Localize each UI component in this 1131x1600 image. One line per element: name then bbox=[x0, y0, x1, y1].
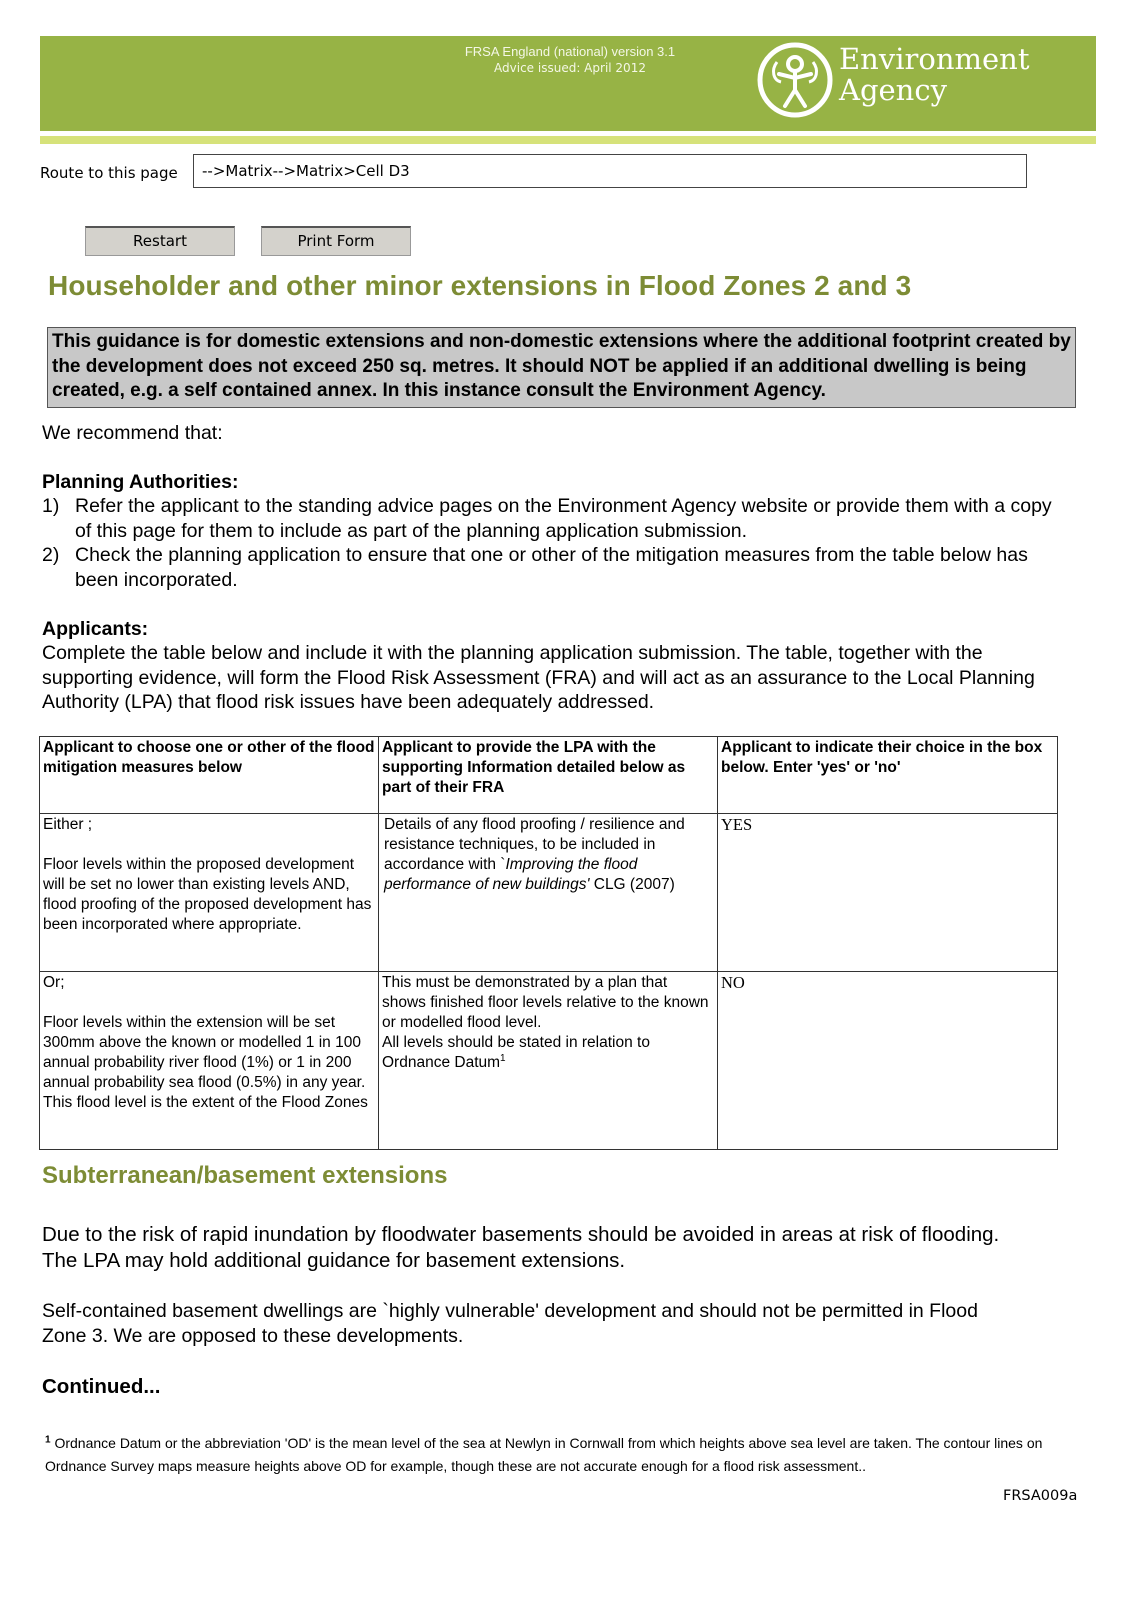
list-number: 1) bbox=[42, 495, 60, 517]
info-text: This must be demonstrated by a plan that shows finished floor levels relative to the known or modelled flood level. bbox=[382, 974, 709, 1031]
table-header-cell: Applicant to provide the LPA with the supporting Information detailed below as part of their FRA bbox=[379, 737, 718, 814]
tree-figure-icon bbox=[755, 40, 835, 120]
route-field[interactable]: -->Matrix-->Matrix>Cell D3 bbox=[193, 154, 1027, 188]
document-code: FRSA009a bbox=[1003, 1488, 1078, 1504]
option-lead: Either ; bbox=[43, 816, 93, 833]
measure-text: Floor levels within the extension will be set 300mm above the known or modelled 1 in 100 annual probability river flood (1%) or 1 in 200 annual probability sea flood (0.5%) in any year. This flood level is the extent of the Flood Zones bbox=[43, 1014, 368, 1111]
table-row bbox=[40, 814, 1058, 972]
issued-date: Advice issued: April 2012 bbox=[494, 61, 646, 75]
info-text: All levels should be stated in relation to Ordnance Datum bbox=[382, 1034, 650, 1071]
logo-text bbox=[839, 44, 1030, 106]
environment-agency-logo bbox=[755, 38, 1045, 122]
table-header-cell: Applicant to choose one or other of the flood mitigation measures below bbox=[40, 737, 379, 814]
logo-line-1: Environment bbox=[839, 42, 1030, 76]
list-text: Check the planning application to ensure that one or other of the mitigation measures from the table below has been incorporated. bbox=[75, 544, 1028, 591]
mitigation-table bbox=[39, 736, 1058, 1150]
version-info bbox=[370, 44, 770, 76]
version-text: FRSA England (national) version 3.1 bbox=[464, 44, 676, 59]
info-cell bbox=[379, 814, 718, 972]
basement-para-2: Self-contained basement dwellings are `highly vulnerable' development and should not be permitted in Flood Zone 3. We are opposed to these developments. bbox=[42, 1300, 978, 1347]
measure-cell bbox=[40, 972, 379, 1150]
logo-line-2: Agency bbox=[839, 73, 947, 107]
planning-heading: Planning Authorities: bbox=[42, 471, 239, 493]
option-lead: Or; bbox=[43, 974, 65, 991]
info-cell bbox=[379, 972, 718, 1150]
guidance-notice: This guidance is for domestic extensions and non-domestic extensions where the additional footprint created by the development does not exceed 250 sq. metres. It should NOT be applied if an additional dwelling is being created, e.g. a self contained annex. In this instance consult the Environment Agency. bbox=[47, 327, 1076, 408]
info-text: Details of any flood proofing / resilience and resistance techniques, to be included in accordance with ` bbox=[384, 816, 685, 873]
print-form-button[interactable]: Print Form bbox=[261, 226, 411, 256]
basement-heading: Subterranean/basement extensions bbox=[42, 1162, 448, 1189]
info-text-end: CLG (2007) bbox=[589, 876, 675, 893]
table-header-cell: Applicant to indicate their choice in the box below. Enter 'yes' or 'no' bbox=[718, 737, 1058, 814]
choice-input-yes[interactable]: YES bbox=[718, 814, 1058, 972]
continued-text: Continued... bbox=[42, 1375, 161, 1398]
applicants-heading: Applicants: bbox=[42, 618, 149, 640]
page-title: Householder and other minor extensions in Flood Zones 2 and 3 bbox=[48, 270, 912, 301]
route-label: Route to this page bbox=[40, 164, 178, 182]
footnote-marker: 1 bbox=[45, 1434, 51, 1446]
basement-para-1: Due to the risk of rapid inundation by floodwater basements should be avoided in areas at risk of flooding. The LPA may hold additional guidance for basement extensions. bbox=[42, 1223, 1000, 1272]
footnote-text: Ordnance Datum or the abbreviation 'OD' is the mean level of the sea at Newlyn in Cornwall from which heights above sea level are taken. The contour lines on Ordnance Survey maps measure heights above OD for example, though these are not accurate enough for a flood risk assessment.. bbox=[45, 1435, 1043, 1474]
choice-input-no[interactable]: NO bbox=[718, 972, 1058, 1150]
table-row bbox=[40, 972, 1058, 1150]
list-text: Refer the applicant to the standing advice pages on the Environment Agency website or provide them with a copy of this page for them to include as part of the planning application submission. bbox=[75, 495, 1052, 542]
applicants-text: Complete the table below and include it with the planning application submission. The table, together with the supporting evidence, will form the Flood Risk Assessment (FRA) and will act as an assurance to the Local Planning Authority (LPA) that flood risk issues have been adequately addressed. bbox=[42, 642, 1035, 713]
footnote bbox=[45, 1432, 1065, 1478]
recommend-text: We recommend that: bbox=[42, 422, 223, 444]
info-italic: Improving the flood performance of new buildings' bbox=[384, 856, 638, 893]
list-number: 2) bbox=[42, 544, 60, 566]
table-header-row bbox=[40, 737, 1058, 814]
header-banner bbox=[40, 36, 1096, 131]
restart-button[interactable]: Restart bbox=[85, 226, 235, 256]
footnote-ref: 1 bbox=[500, 1052, 506, 1064]
measure-cell bbox=[40, 814, 379, 972]
header-stripe bbox=[40, 136, 1096, 144]
measure-text: Floor levels within the proposed development will be set no lower than existing levels AND, flood proofing of the proposed development has been incorporated where appropriate. bbox=[43, 856, 372, 933]
